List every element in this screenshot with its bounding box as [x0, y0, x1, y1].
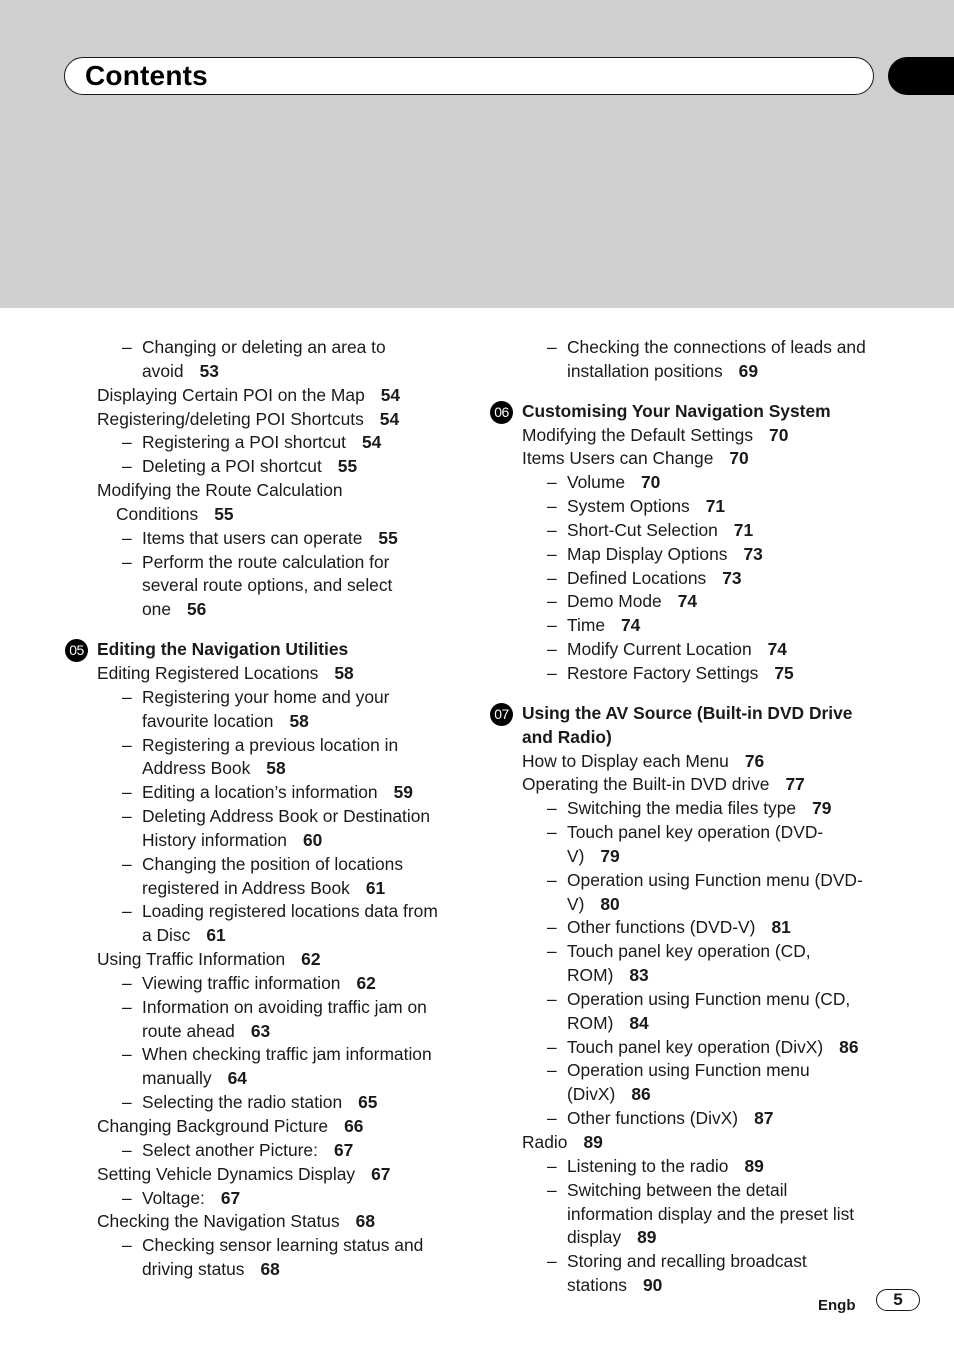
toc-entry[interactable]: How to Display each Menu 76 [522, 750, 765, 771]
toc-entry[interactable]: – Loading registered locations data from a Disc 61 [122, 901, 438, 946]
section-number-badge: 05 [65, 639, 88, 662]
toc-entry[interactable]: – Deleting Address Book or Destination History information 60 [122, 806, 431, 850]
toc-entry[interactable]: Radio 89 [522, 1132, 603, 1152]
section-number-badge: 07 [490, 703, 513, 726]
toc-entry[interactable]: – Changing or deleting an area to avoid 53 [122, 337, 386, 381]
toc-entry[interactable]: – Information on avoiding traffic jam on route ahead 63 [122, 996, 427, 1041]
toc-entry[interactable]: Changing Background Picture 66 [97, 1116, 364, 1136]
toc-entry[interactable]: – Operation using Function menu (CD, ROM) 84 [547, 988, 851, 1033]
toc-entry[interactable]: Registering/deleting POI Shortcuts 54 [97, 408, 400, 429]
toc-entry[interactable]: Operating the Built-in DVD drive 77 [522, 774, 805, 795]
toc-column-left [64, 336, 444, 1282]
toc-entry[interactable]: – Short-Cut Selection 71 [547, 519, 754, 540]
toc-entry[interactable]: – Defined Locations 73 [547, 567, 742, 588]
toc-entry[interactable]: Setting Vehicle Dynamics Display 67 [97, 1163, 391, 1184]
toc-column-right [489, 336, 869, 1298]
section-heading-05[interactable]: 05 Editing the Navigation Utilities [64, 638, 444, 662]
toc-entry[interactable]: – Registering a POI shortcut 54 [122, 432, 382, 453]
language-code: Engb [818, 1297, 856, 1314]
toc-entry[interactable]: – Touch panel key operation (CD, ROM) 83 [547, 941, 811, 986]
page-title: Contents [85, 60, 208, 91]
toc-entry[interactable]: – Changing the position of locations registered in Address Book 61 [122, 853, 404, 898]
toc-entry[interactable]: – Registering your home and your favourite location 58 [122, 686, 390, 731]
toc-entry[interactable]: – Deleting a POI shortcut 55 [122, 456, 358, 477]
title-box [64, 57, 874, 95]
toc-entry[interactable]: – Volume 70 [547, 472, 661, 493]
toc-entry[interactable]: – Listening to the radio 89 [547, 1155, 764, 1176]
toc-entry[interactable]: Using Traffic Information 62 [97, 949, 321, 970]
toc-entry[interactable]: – Checking sensor learning status and driving status 68 [122, 1235, 424, 1280]
toc-entry[interactable]: Modifying the Default Settings 70 [522, 424, 789, 445]
toc-entry[interactable]: – Operation using Function menu (DVD-V) 80 [547, 869, 863, 914]
toc-entry[interactable]: – Viewing traffic information 62 [122, 972, 376, 993]
toc-entry[interactable]: – Items that users can operate 55 [122, 527, 398, 548]
toc-entry[interactable]: Modifying the Route Calculation Conditions 55 [97, 480, 343, 524]
toc-entry[interactable]: – Storing and recalling broadcast stations 90 [547, 1251, 807, 1296]
toc-entry[interactable]: – System Options 71 [547, 496, 726, 517]
toc-entry[interactable]: – Operation using Function menu (DivX) 86 [547, 1060, 810, 1105]
toc-entry[interactable]: – Perform the route calculation for several route options, and select one 56 [122, 551, 393, 620]
toc-entry[interactable]: – Checking the connections of leads and installation positions 69 [547, 337, 866, 381]
toc-entry[interactable]: – Map Display Options 73 [547, 543, 763, 564]
toc-entry[interactable]: – Touch panel key operation (DVD-V) 79 [547, 822, 824, 866]
toc-entry[interactable]: – Switching the media files type 79 [547, 798, 832, 819]
page-number: 5 [876, 1289, 920, 1311]
toc-entry[interactable]: Checking the Navigation Status 68 [97, 1211, 375, 1232]
header-band [0, 0, 954, 308]
toc-entry[interactable]: Items Users can Change 70 [522, 448, 749, 469]
toc-entry[interactable]: – Touch panel key operation (DivX) 86 [547, 1036, 859, 1057]
section-number-badge: 06 [490, 401, 513, 424]
toc-entry[interactable]: Displaying Certain POI on the Map 54 [97, 384, 401, 405]
toc-entry[interactable]: – Time 74 [547, 615, 641, 636]
toc-entry[interactable]: – Voltage: 67 [122, 1187, 241, 1208]
toc-entry[interactable]: – Selecting the radio station 65 [122, 1092, 378, 1113]
toc-entry[interactable]: – Editing a location’s information 59 [122, 782, 413, 803]
toc-entry[interactable]: – Other functions (DivX) 87 [547, 1108, 774, 1129]
toc-entry[interactable]: – Modify Current Location 74 [547, 639, 787, 660]
toc-entry[interactable]: – Switching between the detail information display and the preset list display 89 [547, 1179, 855, 1248]
toc-entry[interactable]: – Select another Picture: 67 [122, 1139, 354, 1160]
side-tab [888, 57, 954, 95]
toc-entry[interactable]: – Registering a previous location in Address Book 58 [122, 734, 399, 779]
section-heading-07[interactable]: 07 Using the AV Source (Built-in DVD Drive and Radio) [489, 702, 869, 750]
toc-entry[interactable]: Editing Registered Locations 58 [97, 662, 354, 683]
section-heading-06[interactable]: 06 Customising Your Navigation System [489, 400, 869, 424]
toc-entry[interactable]: – Restore Factory Settings 75 [547, 662, 794, 683]
toc-entry[interactable]: – Other functions (DVD-V) 81 [547, 917, 791, 938]
toc-entry[interactable]: – When checking traffic jam information manually 64 [122, 1044, 432, 1089]
toc-entry[interactable]: – Demo Mode 74 [547, 591, 698, 612]
